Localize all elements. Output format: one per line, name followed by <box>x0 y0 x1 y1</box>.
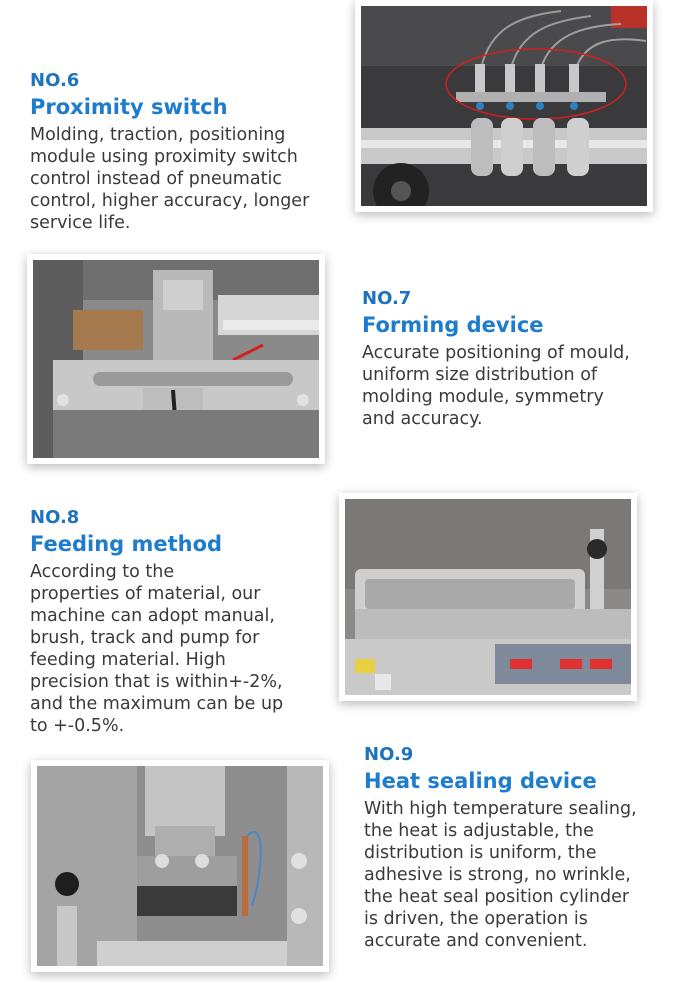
section-number: NO.8 <box>30 507 80 528</box>
section-no9 <box>364 744 664 952</box>
section-title: Heat sealing device <box>364 769 597 793</box>
section-description: According to the properties of material, our machine can adopt manual, brush, track and pump for feeding material. High precision that is within+-2%, and the maximum can be up to +-0.5%. <box>30 562 284 736</box>
section-no6 <box>30 70 350 234</box>
section-description: Accurate positioning of mould, uniform size distribution of molding module, symmetry and accuracy. <box>362 343 630 429</box>
feeding-method-image <box>345 499 631 695</box>
feeding-method-photo <box>339 493 637 701</box>
section-no8 <box>30 507 340 737</box>
section-number: NO.9 <box>364 744 414 765</box>
heat-sealing-image <box>37 766 323 966</box>
proximity-switch-image <box>361 6 647 206</box>
section-description: Molding, traction, positioning module using proximity switch control instead of pneumatic control, higher accuracy, longer service life. <box>30 125 310 233</box>
proximity-switch-photo <box>355 0 653 212</box>
section-number: NO.7 <box>362 288 412 309</box>
forming-device-image <box>33 260 319 458</box>
section-no7 <box>362 288 662 430</box>
heat-sealing-photo <box>31 760 329 972</box>
section-title: Feeding method <box>30 532 223 556</box>
forming-device-photo <box>27 254 325 464</box>
section-number: NO.6 <box>30 70 80 91</box>
section-description: With high temperature sealing, the heat is adjustable, the distribution is uniform, the adhesive is strong, no wrinkle, the heat seal position cylinder is driven, the operation is accurate and convenient. <box>364 799 637 951</box>
section-title: Forming device <box>362 313 544 337</box>
section-title: Proximity switch <box>30 95 228 119</box>
